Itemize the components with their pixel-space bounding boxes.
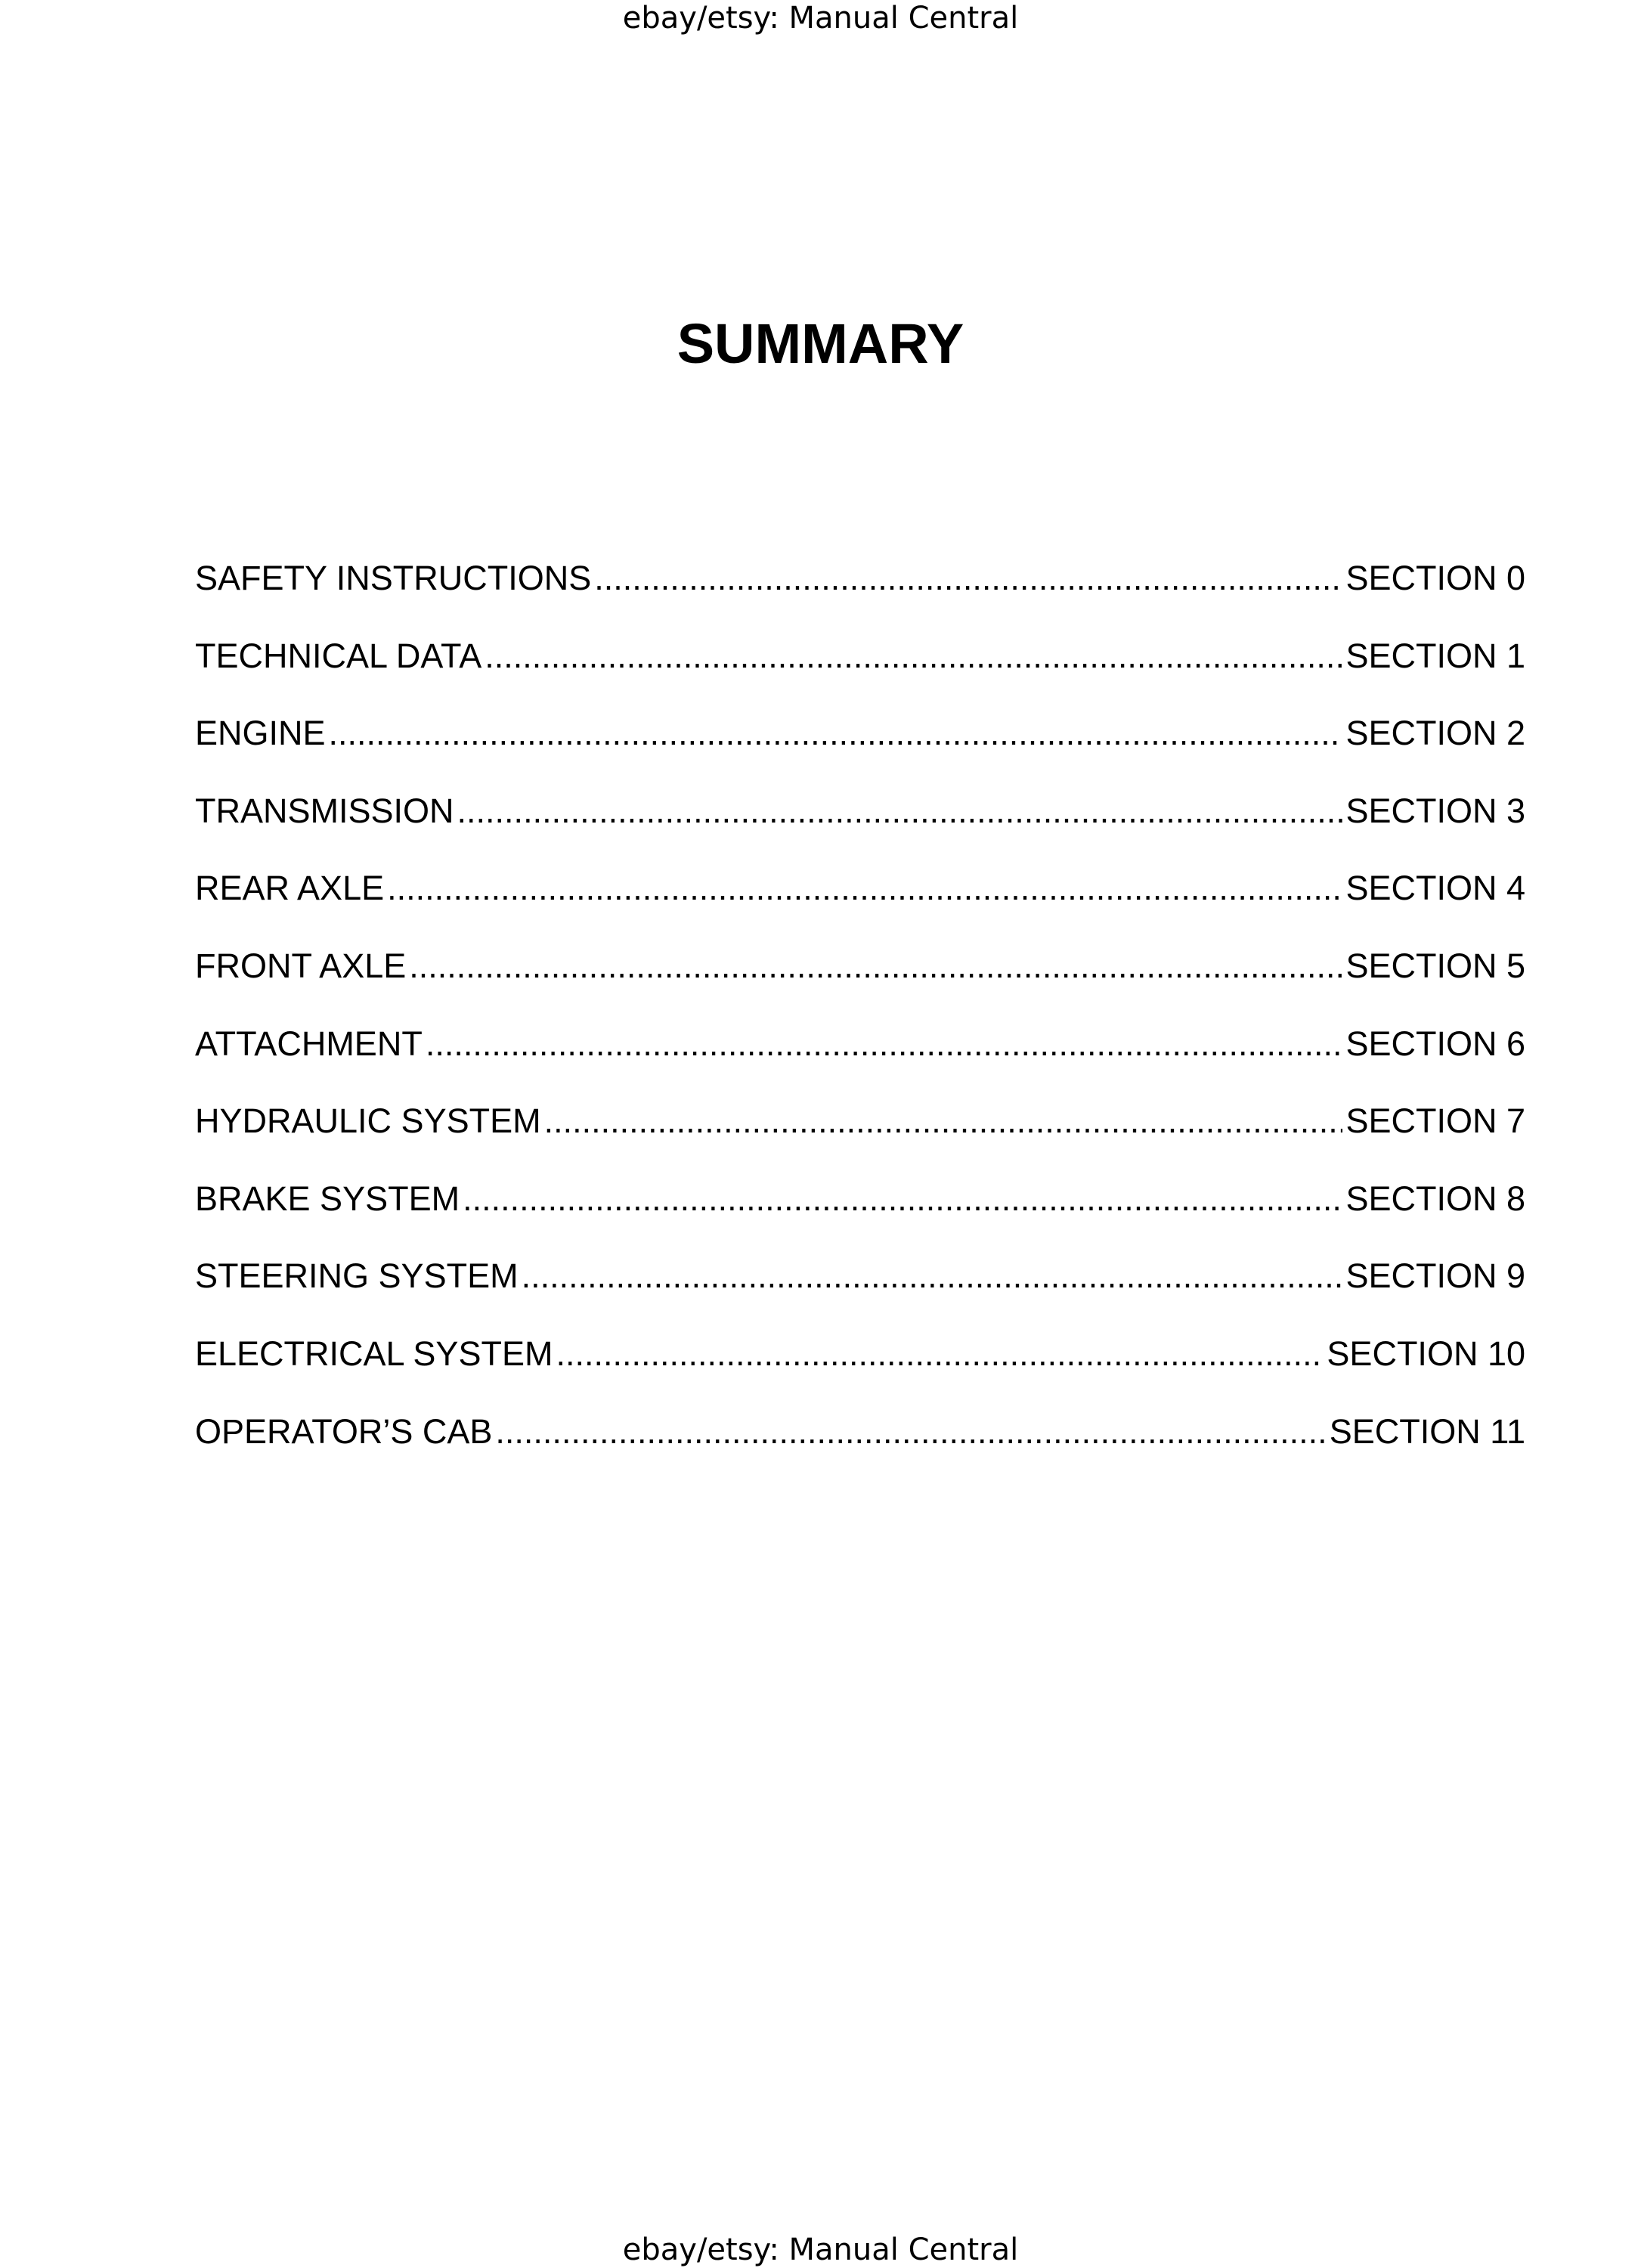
toc-entry-steering-system[interactable] bbox=[195, 1253, 1525, 1331]
toc-entry-label: BRAKE SYSTEM bbox=[195, 1179, 460, 1218]
toc-entry-technical-data[interactable] bbox=[195, 634, 1525, 711]
toc-entry-section: SECTION 4 bbox=[1345, 869, 1525, 908]
header-watermark: ebay/etsy: Manual Central bbox=[622, 1, 1019, 36]
toc-dot-leader bbox=[495, 1409, 1326, 1455]
footer-watermark: ebay/etsy: Manual Central bbox=[622, 2232, 1019, 2267]
toc-dot-leader bbox=[329, 711, 1343, 756]
table-of-contents bbox=[195, 556, 1525, 1486]
toc-entry-section: SECTION 5 bbox=[1345, 946, 1525, 985]
toc-dot-leader bbox=[457, 789, 1343, 834]
toc-dot-leader bbox=[556, 1331, 1324, 1377]
toc-entry-label: ATTACHMENT bbox=[195, 1024, 423, 1063]
toc-entry-operators-cab[interactable] bbox=[195, 1409, 1525, 1487]
toc-entry-label: TRANSMISSION bbox=[195, 791, 454, 830]
toc-entry-section: SECTION 0 bbox=[1345, 559, 1525, 597]
toc-entry-label: ELECTRICAL SYSTEM bbox=[195, 1334, 553, 1373]
toc-entry-safety-instructions[interactable] bbox=[195, 556, 1525, 634]
toc-entry-section: SECTION 1 bbox=[1345, 636, 1525, 675]
toc-entry-attachment[interactable] bbox=[195, 1021, 1525, 1099]
toc-entry-label: ENGINE bbox=[195, 714, 326, 753]
toc-entry-rear-axle[interactable] bbox=[195, 866, 1525, 943]
toc-entry-section: SECTION 10 bbox=[1327, 1334, 1525, 1373]
toc-entry-electrical-system[interactable] bbox=[195, 1331, 1525, 1409]
page-title: SUMMARY bbox=[677, 312, 964, 375]
toc-entry-section: SECTION 2 bbox=[1345, 714, 1525, 753]
toc-entry-label: SAFETY INSTRUCTIONS bbox=[195, 559, 592, 597]
toc-entry-section: SECTION 11 bbox=[1329, 1411, 1525, 1451]
toc-entry-label: OPERATOR’S CAB bbox=[195, 1411, 493, 1451]
toc-entry-front-axle[interactable] bbox=[195, 943, 1525, 1021]
toc-entry-section: SECTION 9 bbox=[1345, 1256, 1525, 1296]
toc-entry-brake-system[interactable] bbox=[195, 1176, 1525, 1254]
toc-entry-section: SECTION 3 bbox=[1345, 791, 1525, 830]
toc-entry-label: HYDRAULIC SYSTEM bbox=[195, 1101, 541, 1141]
toc-dot-leader bbox=[544, 1098, 1343, 1144]
toc-dot-leader bbox=[594, 556, 1342, 601]
toc-entry-section: SECTION 8 bbox=[1345, 1179, 1525, 1218]
toc-entry-label: FRONT AXLE bbox=[195, 946, 407, 985]
toc-dot-leader bbox=[463, 1176, 1342, 1222]
toc-dot-leader bbox=[409, 943, 1342, 989]
toc-dot-leader bbox=[387, 866, 1342, 911]
toc-dot-leader bbox=[522, 1253, 1343, 1299]
toc-dot-leader bbox=[426, 1021, 1343, 1067]
toc-entry-transmission[interactable] bbox=[195, 789, 1525, 866]
toc-entry-engine[interactable] bbox=[195, 711, 1525, 789]
toc-entry-label: REAR AXLE bbox=[195, 869, 385, 908]
toc-entry-section: SECTION 6 bbox=[1345, 1024, 1525, 1063]
toc-entry-label: STEERING SYSTEM bbox=[195, 1256, 519, 1296]
toc-entry-label: TECHNICAL DATA bbox=[195, 636, 482, 675]
toc-entry-hydraulic-system[interactable] bbox=[195, 1098, 1525, 1176]
toc-entry-section: SECTION 7 bbox=[1345, 1101, 1525, 1141]
toc-dot-leader bbox=[485, 634, 1342, 679]
